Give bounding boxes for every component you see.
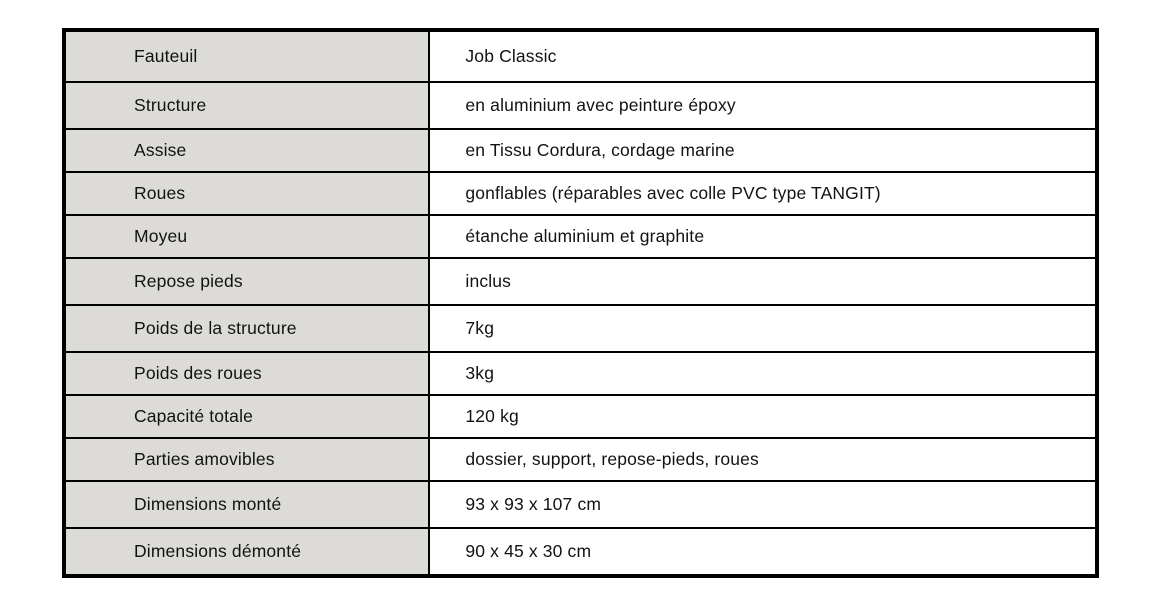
spec-label-structure: Structure [64,82,429,129]
table-row [64,438,1097,481]
spec-label-poids-roues: Poids des roues [64,352,429,395]
spec-label-dimensions-demonte: Dimensions démonté [64,528,429,576]
specification-table [62,28,1099,578]
spec-value-assise: en Tissu Cordura, cordage marine [429,129,1097,172]
table-row [64,395,1097,438]
table-row [64,82,1097,129]
table-row [64,352,1097,395]
spec-label-parties-amovibles: Parties amovibles [64,438,429,481]
spec-label-assise: Assise [64,129,429,172]
table-row [64,129,1097,172]
table-row [64,305,1097,352]
table-row [64,258,1097,305]
spec-value-poids-structure: 7kg [429,305,1097,352]
spec-value-parties-amovibles: dossier, support, repose-pieds, roues [429,438,1097,481]
spec-label-poids-structure: Poids de la structure [64,305,429,352]
spec-value-capacite-totale: 120 kg [429,395,1097,438]
spec-label-moyeu: Moyeu [64,215,429,258]
spec-value-repose-pieds: inclus [429,258,1097,305]
table-row [64,481,1097,528]
spec-label-fauteuil: Fauteuil [64,30,429,82]
table-row [64,30,1097,82]
spec-label-capacite-totale: Capacité totale [64,395,429,438]
specification-table-body [64,30,1097,576]
spec-label-roues: Roues [64,172,429,215]
spec-label-repose-pieds: Repose pieds [64,258,429,305]
spec-value-moyeu: étanche aluminium et graphite [429,215,1097,258]
spec-value-dimensions-monte: 93 x 93 x 107 cm [429,481,1097,528]
table-row [64,172,1097,215]
spec-value-fauteuil: Job Classic [429,30,1097,82]
spec-value-roues: gonflables (réparables avec colle PVC type TANGIT) [429,172,1097,215]
spec-value-dimensions-demonte: 90 x 45 x 30 cm [429,528,1097,576]
table-row [64,215,1097,258]
table-row [64,528,1097,576]
spec-label-dimensions-monte: Dimensions monté [64,481,429,528]
specification-table-container [62,28,1099,578]
spec-value-poids-roues: 3kg [429,352,1097,395]
spec-value-structure: en aluminium avec peinture époxy [429,82,1097,129]
